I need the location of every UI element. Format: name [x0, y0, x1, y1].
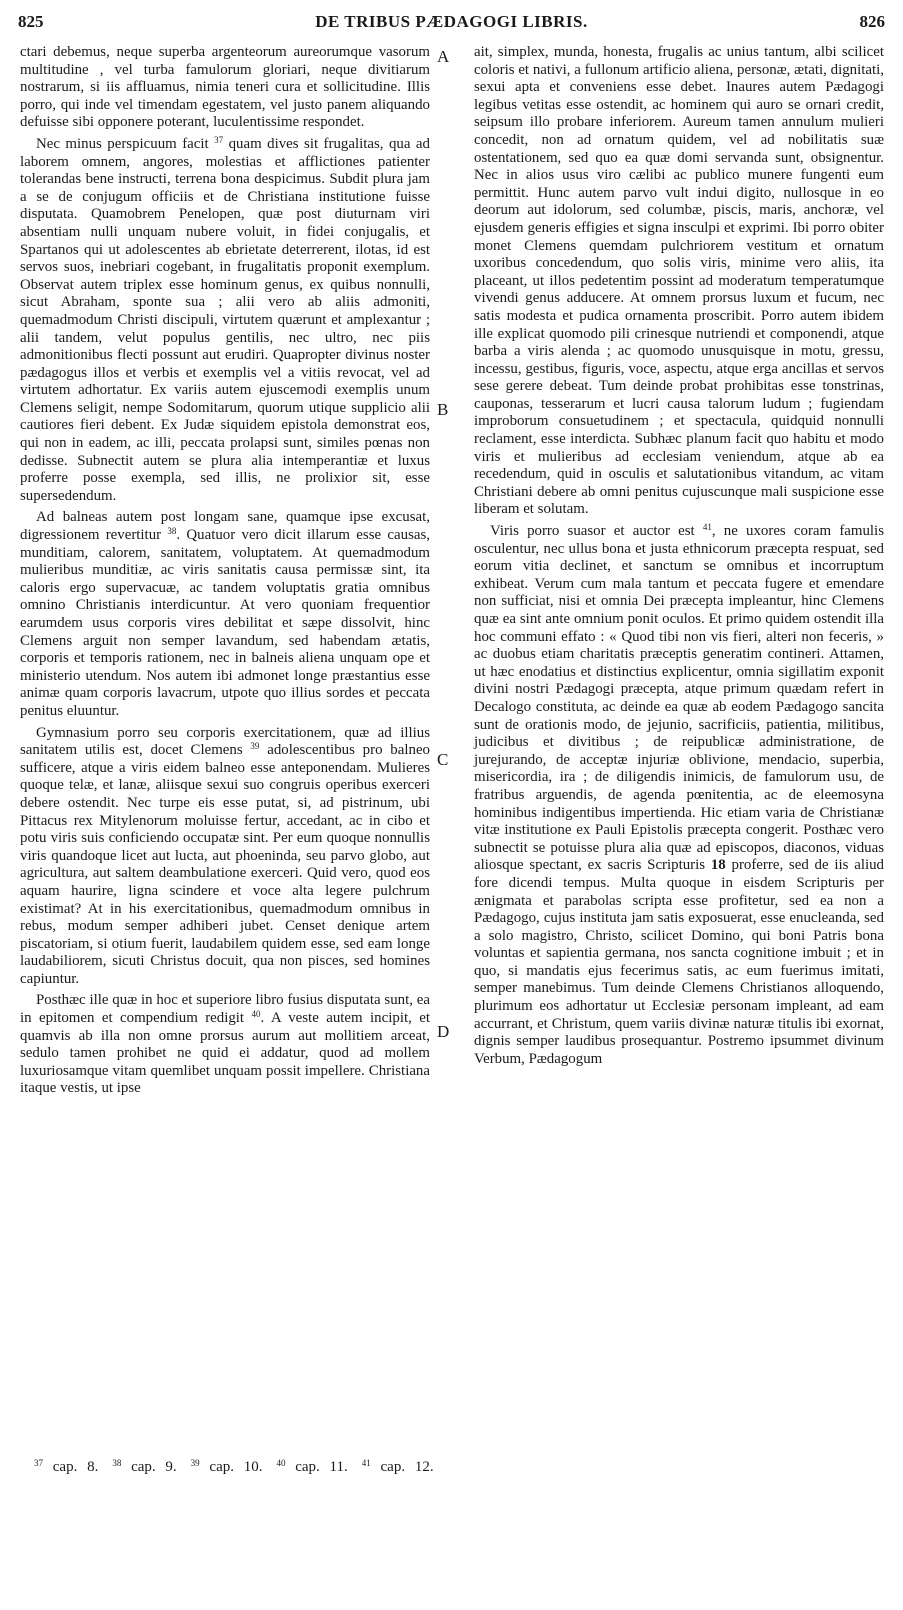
footnote-number: 39 [190, 1458, 200, 1468]
footnote-ref: 39 [250, 741, 260, 752]
text-run: Ad balneas autem post longam sane, quamque ipse excusat, digressionem revertitur [20, 509, 430, 544]
left-column [20, 44, 430, 1098]
margin-letter-d: D [437, 1022, 450, 1041]
footnote [112, 1459, 176, 1475]
margin-letter-b: B [437, 400, 449, 419]
right-paragraph [474, 44, 884, 519]
page-number-right: 826 [859, 12, 885, 31]
footnotes [34, 1459, 448, 1476]
text-run: , ne uxores coram famulis osculentur, nec ullus bona et justa ethnicorum præcepta respuat, sed eorum vitia declinet, et sanctum se omnibus et incorruptum exhibeat. Verum cum mala tantum et peccata fugere et emendare non sufficiat, nisi et omnia Dei præcepta impleantur, hinc Clemens quæ ea sint ante omnium ponit oculos. Et primo quidem ostendit illa hoc communi effato : « Quod tibi non vis fieri, alteri non feceris, » ac duobus etiam charitatis præceptis generatim contineri. Attamen, ut hæc enodatius et distinctius explicentur, omnia sigillatim exponit divini nostri Pædagogi præcepta, atque primum quædam refert in Decalogo constituta, ac deinde ea quæ ab eodem Pædagogo sancita sunt de orationis modo, de jejunio, sacrificiis, patientia, militibus, judicibus et divitibus ; de reipublicæ administratione, de jurejurando, de acceptæ injuriæ oblivione, mendacio, superbia, misericordia, ira ; de diligendis inimicis, de famulorum usu, de fratribus arguendis, de agenda pœnitentia, ac de eleemosyna hominibus indigentibus impertienda. Hic etiam varia de Christianæ vitæ institutione ex Pauli Epistolis præcepta congerit. Posthæc vero subnectit se potuisse plura alia quæ ad episcopos, diaconos, viduas aliosque spectant, ex sacris Scripturis [474, 523, 884, 874]
text-run: . Quatuor vero dicit illarum esse causas, munditiam, calorem, sanitatem, voluptatem. At quemadmodum mulieribus munditiæ, ac viris sanitatis causa permissæ sint, ita caloris ergo supervacuæ, ac tandem voluptatis gratia omnibus omnino Christianis interdicuntur. At vero quoniam frequentior earumdem usus corporis vires debilitat et sæpe dissolvit, hinc Clemens arguit non semper lavandum, sed habendam ætatis, corporis et temporis rationem, nec in balneis aliena unquam ope et ministerio utendum. Nos autem ibi admonet longe præstantius esse animæ quam corporis lavacrum, utpote quo illius sordes et peccata penitus eluuntur. [20, 527, 430, 719]
running-header [18, 12, 885, 36]
right-paragraph [474, 523, 884, 1068]
footnote [191, 1459, 263, 1475]
footnote-text: cap. 11. [285, 1459, 348, 1475]
footnote [34, 1459, 98, 1475]
footnote-ref: 38 [167, 526, 177, 537]
footnote [362, 1459, 434, 1475]
text-run: quam dives sit frugalitas, qua ad laborem omnem, angores, molestias et afflictiones patienter tolerandas bene instructi, terrena bona despicimus. Subdit plura jam a se de conjugum officiis et de Christiana institutione fuisse disputata. Quamobrem Penelopen, quæ post diuturnam viri absentiam nulli unquam nubere voluit, in fidei conjugalis, et Spartanos qui ut adolescentes ab ebrietate deterrerent, ilotas, id est servos suos, inebriari cogebant, in frugalitatis proponit exemplum. Observat autem triplex esse hominum genus, ex quibus nonnulli, sicut Abraham, sponte sua ; alii vero ab aliis admoniti, quemadmodum Christi discipuli, virtutem quærunt et amplexantur ; alii tandem, velut populus gentilis, nec ultro, nec piis admonitionibus flecti possunt aut erudiri. Quapropter divinus noster pædagogus illos et verbis et exemplis vel a vitiis revocat, vel ad virtutem adhortatur. Ex variis autem ejuscemodi exemplis unum Clemens seligit, nempe Sodomitarum, quorum utique supplicio alii cautiores fieri debent. Ex Judæ siquidem epistola demonstrat eos, qui non in eadem, ac illi, peccata prolapsi sunt, similes pœnas non dedisse. Subnectit autem se plura alia intemperantiæ et luxus proferre posse exempla, sed illis, ne prolixior sit, esse supersedendum. [20, 135, 430, 504]
footnote-ref: 40 [251, 1009, 261, 1020]
text-run: Posthæc ille quæ in hoc et superiore libro fusius disputata sunt, ea in epitomen et compendium redigit [20, 992, 430, 1027]
left-paragraph [20, 992, 430, 1098]
text-run: proferre, sed de iis aliud fore dicendi tempus. Multa quoque in eisdem Scripturis per ænigmata et parabolas scripta esse profitetur, sed ea non a Pædagogo, cujus instituta jam satis exposuerat, esse enucleanda, sed a solo magistro, Christo, scilicet Domino, qui boni Patris bona voluntas et sapientia germana, nos sancta cognitione imbuit ; et in quo, si mandatis ejus fecerimus satis, ac eum fuerimus imitati, semper manebimus. Tum deinde Clemens Christianos alloquendo, plurimum eos adhortatur ut Ecclesiæ personam impleant, ad eam accurrant, et Christum, quem variis divinæ naturæ titulis ibi exornat, dignis semper laudibus prosequantur. Postremo ipsummet divinum Verbum, Pædagogum [474, 857, 884, 1067]
footnote-text: cap. 12. [370, 1459, 434, 1475]
page-number-left: 825 [18, 12, 44, 31]
footnote-ref: 37 [214, 134, 224, 145]
column-number: 18 [710, 857, 726, 874]
running-title: DE TRIBUS PÆDAGOGI LIBRIS. [315, 12, 588, 31]
text-run: . A veste autem incipit, et quamvis ab illa non omne prorsus aurum aut mollitiem arceat, sedulo tamen prohibet ne quid ei addatur, quod ad mollem luxuriosamque vitam quemlibet unquam possit impellere. Christiana itaque vestis, ut ipse [20, 1010, 430, 1097]
footnote-number: 41 [361, 1458, 371, 1468]
left-paragraph [20, 44, 430, 132]
footnote-number: 37 [34, 1458, 43, 1468]
left-paragraph [20, 136, 430, 505]
text-run: ctari debemus, neque superba argenteorum aureorumque vasorum multitudine , vel turba famulorum gloriari, neque divitiarum nostrarum, si iis affluamus, nimia teneri cura et sollicitudine. Illis porro, qui inde vel timendam egestatem, vel justo panem aliquando defuisse sibi opponere poterant, luculentissime respondet. [20, 44, 430, 131]
footnote-ref: 41 [702, 522, 712, 533]
right-column [474, 44, 884, 1068]
text-run: adolescentibus pro balneo sufficere, atque a viris eidem balneo esse anteponendam. Mulieres quoque telæ, et lanæ, aliisque sexui suo congruis operibus exerceri debere ostendit. Nec turpe eis esse putat, si, ad pistrinum, ubi Pittacus rex Mitylenorum moluisse fertur, accedant, ac in cibo et potu viris suis conficiendo occupatæ sint. Per eum quoque nonnullis viris quandoque licet aut lucta, aut phoeninda, seu parvo globo, aut agricultura, aut saltem deambulatione exerceri. Quid vero, quod eos aquam haurire, ligna scindere et voce alta legere pulchrum existimat? At in his exercitationibus, quemadmodum omnibus in rebus, modum semper adhiberi jubet. Censet denique artem piscatoriam, si otium fuerit, laudabilem quidem esse, sed eam longe laudabiliorem, sicuti Christus docuit, qua non pisces, sed homines capiuntur. [20, 742, 430, 987]
text-run: Gymnasium porro seu corporis exercitationem, quæ ad illius sanitatem utilis est, docet Clemens [20, 724, 430, 759]
footnote-number: 40 [276, 1458, 286, 1468]
text-run: Viris porro suasor et auctor est [490, 523, 703, 540]
left-paragraph [20, 725, 430, 989]
text-run: ait, simplex, munda, honesta, frugalis ac unius tantum, albi scilicet coloris et nativi, a fullonum artificio aliena, personæ, ætati, dignitati, sexui apta et conveniens esse debet. Inaures autem Pædagogi legibus vetitas esse ostendit, ac hominem qui auro se ornari credit, seipsum illo probare inferiorem. Aureum tamen annulum mulieri concedit, non ad ornatum quidem, vel ad nobilitatis suæ ostentationem, sed quo ea quæ domi servanda sunt, obsignentur. Nec in alios usus viro cælibi ac publico munere fungenti eum permittit. Hunc autem parvo vult indui digito, nullosque in eo deorum aut idolorum, sed columbæ, piscis, maris, anchoræ, vel ejusdem generis effigies et signa insculpi et exprimi. Ibi porro obiter monet Clemens quemdam pulchriorem vestitum et ornatum uxoribus concedendum, quo solis viris, minime vero aliis, ita placeant, ut illos pedetentim possint ad moderatum temperatumque vivendi genus adducere. At omnem prorsus luxum et fucum, nec satis modesta et pudica ornamenta proscribit. Porro autem ibidem ille explicat quomodo pili crinesque nutriendi et componendi, atque barba a viris alenda ; ac quomodo unusquisque in motu, gressu, incessu, gestibus, figuris, voce, aspectu, atque erga ancillas et servos sese gerere debeat. Tum deinde probat prohibitas esse tonstrinas, cauponas, tesserarum et lucri causa talorum ludum ; fugiendam improborum consuetudinem ; et spectacula, quidquid nonnulli reclament, esse interdicta. Subhæc planum facit quo habitu et modo viris et mulieribus ad ecclesiam veniendum, atque ab ea recedendum, quid in osculis et salutationibus vitandum, ac vitam Christiani debere ab omni penitus cujuscunque mali suspicione esse liberam et solutam. [474, 44, 884, 518]
margin-letter-c: C [437, 750, 449, 769]
footnote-text: cap. 9. [121, 1459, 177, 1475]
margin-letter-a: A [437, 47, 450, 66]
footnote [276, 1459, 347, 1475]
footnote-text: cap. 10. [199, 1459, 263, 1475]
left-paragraph [20, 509, 430, 720]
footnote-number: 38 [112, 1458, 122, 1468]
footnote-text: cap. 8. [43, 1459, 99, 1475]
text-run: Nec minus perspicuum facit [36, 135, 215, 152]
